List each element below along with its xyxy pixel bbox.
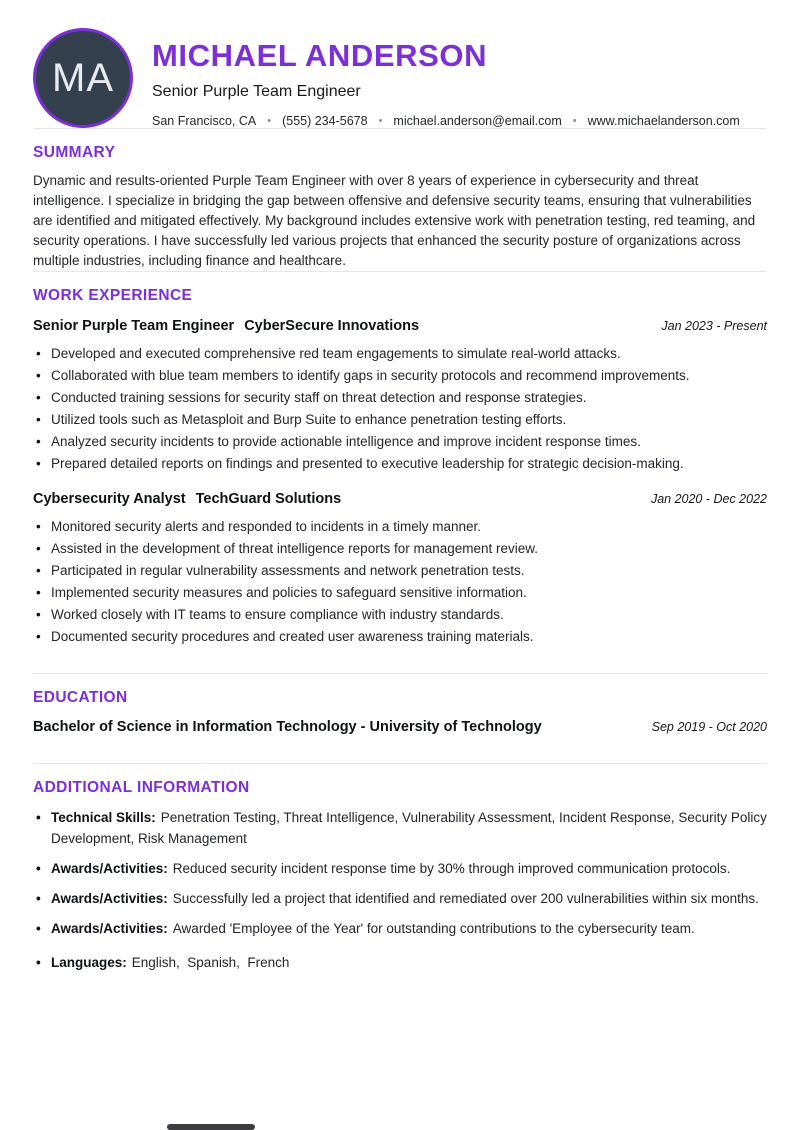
education-degree: Bachelor of Science in Information Technology - University of Technology — [33, 719, 542, 736]
list-item — [33, 807, 771, 849]
summary-section — [33, 129, 767, 271]
bullet-text: Utilized tools such as Metasploit and Burp Suite to enhance penetration testing efforts. — [51, 412, 567, 428]
bullet-text: Monitored security alerts and responded to incidents in a timely manner. — [51, 519, 481, 535]
list-item — [33, 604, 767, 626]
bullet-icon: • — [36, 585, 41, 601]
bullet-icon: • — [36, 390, 41, 406]
bullet-icon: • — [36, 412, 41, 428]
list-item — [33, 365, 767, 387]
bullet-icon: • — [36, 629, 41, 645]
bullet-icon: • — [36, 810, 41, 826]
info-label: Awards/Activities: — [51, 891, 168, 907]
education-entry — [33, 719, 767, 735]
bullet-text: Documented security procedures and created user awareness training materials. — [51, 629, 534, 645]
avatar — [33, 28, 133, 128]
summary-text: Dynamic and results-oriented Purple Team Engineer with over 8 years of experience in cybersecurity and threat intelligence. I specialize in bridging the gap between offensive and defensive security teams, ensuring that vulnerabilities are identified and mitigated effectively. My background includes extensive work with penetration testing, red teaming, and security operations. I have successfully led various projects that enhanced the security posture of organizations across multiple industries, including finance and healthcare. — [33, 173, 756, 269]
job-head — [33, 491, 767, 507]
bullet-text: Analyzed security incidents to provide actionable intelligence and improve incident response times. — [51, 434, 641, 450]
list-item — [33, 343, 767, 365]
additional-info-list — [33, 807, 771, 973]
job-dates: Jan 2020 - Dec 2022 — [650, 492, 767, 507]
list-item — [33, 582, 767, 604]
separator-dot-icon: • — [572, 115, 577, 128]
job-bullet-list — [33, 343, 767, 475]
info-text: Awarded 'Employee of the Year' for outstanding contributions to the cybersecurity team. — [172, 921, 695, 937]
avatar-initials: MA — [52, 55, 114, 100]
list-item — [33, 516, 767, 538]
additional-information-section — [33, 764, 771, 973]
bullet-icon: • — [36, 607, 41, 623]
job-dates: Jan 2023 - Present — [661, 319, 767, 334]
info-text: Successfully led a project that identified and remediated over 200 vulnerabilities within six months. — [172, 891, 759, 907]
list-item — [33, 858, 767, 879]
header-text — [152, 28, 740, 128]
job-company-text: CyberSecure Innovations — [244, 318, 420, 335]
bullet-text: Implemented security measures and policies to safeguard sensitive information. — [51, 585, 527, 601]
horizontal-scrollbar-thumb[interactable] — [167, 1124, 255, 1130]
info-label: Languages: — [51, 955, 127, 971]
job-entry — [33, 318, 767, 475]
bullet-text: Worked closely with IT teams to ensure compliance with industry standards. — [51, 607, 504, 623]
list-item — [33, 626, 767, 648]
bullet-text: Conducted training sessions for security staff on threat detection and response strategies. — [51, 390, 587, 406]
bullet-icon: • — [36, 368, 41, 384]
job-title-company — [33, 318, 419, 334]
bullet-text: Developed and executed comprehensive red team engagements to simulate real-world attacks. — [51, 346, 621, 362]
separator-dot-icon: • — [267, 115, 272, 128]
work-experience-heading: WORK EXPERIENCE — [33, 287, 193, 305]
work-experience-section — [33, 272, 767, 648]
list-item — [33, 918, 767, 939]
bullet-icon: • — [36, 891, 41, 907]
info-label: Awards/Activities: — [51, 861, 168, 877]
info-label: Awards/Activities: — [51, 921, 168, 937]
education-heading: EDUCATION — [33, 689, 128, 707]
info-text: Reduced security incident response time by 30% through improved communication protocols. — [172, 861, 731, 877]
job-title-text: Cybersecurity Analyst — [33, 491, 186, 508]
bullet-icon: • — [36, 921, 41, 937]
summary-heading: SUMMARY — [33, 144, 116, 162]
info-text: English, Spanish, French — [131, 955, 290, 971]
bullet-icon: • — [36, 861, 41, 877]
bullet-icon: • — [36, 563, 41, 579]
bullet-text: Assisted in the development of threat intelligence reports for management review. — [51, 541, 539, 557]
list-item — [33, 431, 767, 453]
job-title-text: Senior Purple Team Engineer — [33, 318, 235, 335]
contact-website: www.michaelanderson.com — [587, 114, 740, 129]
name-heading: MICHAEL ANDERSON — [152, 38, 488, 73]
job-entry — [33, 491, 767, 648]
additional-information-heading: ADDITIONAL INFORMATION — [33, 779, 250, 797]
list-item — [33, 560, 767, 582]
list-item — [33, 409, 767, 431]
list-item — [33, 888, 767, 909]
list-item — [33, 538, 767, 560]
job-company-text: TechGuard Solutions — [195, 491, 342, 508]
job-head — [33, 318, 767, 334]
resume-header — [33, 28, 767, 128]
separator-dot-icon: • — [378, 115, 383, 128]
bullet-icon: • — [36, 955, 41, 971]
list-item — [33, 387, 767, 409]
contact-row — [152, 114, 740, 128]
job-bullet-list — [33, 516, 767, 648]
education-dates: Sep 2019 - Oct 2020 — [651, 720, 767, 735]
bullet-icon: • — [36, 456, 41, 472]
bullet-text: Collaborated with blue team members to identify gaps in security protocols and recommend improvements. — [51, 368, 690, 384]
list-item — [33, 952, 767, 973]
contact-email: michael.anderson@email.com — [393, 114, 562, 129]
header-job-title: Senior Purple Team Engineer — [152, 83, 361, 101]
info-label: Technical Skills: — [51, 810, 156, 826]
contact-location: San Francisco, CA — [152, 114, 257, 129]
bullet-icon: • — [36, 346, 41, 362]
contact-phone: (555) 234-5678 — [282, 114, 368, 129]
bullet-text: Participated in regular vulnerability assessments and network penetration tests. — [51, 563, 525, 579]
education-section — [33, 674, 767, 735]
bullet-icon: • — [36, 519, 41, 535]
bullet-icon: • — [36, 541, 41, 557]
info-text: Penetration Testing, Threat Intelligence, Vulnerability Assessment, Incident Response, Security Policy Development, Risk Management — [51, 810, 771, 847]
bullet-icon: • — [36, 434, 41, 450]
job-title-company — [33, 491, 341, 507]
bullet-text: Prepared detailed reports on findings and presented to executive leadership for strategic decision-making. — [51, 456, 684, 472]
list-item — [33, 453, 767, 475]
